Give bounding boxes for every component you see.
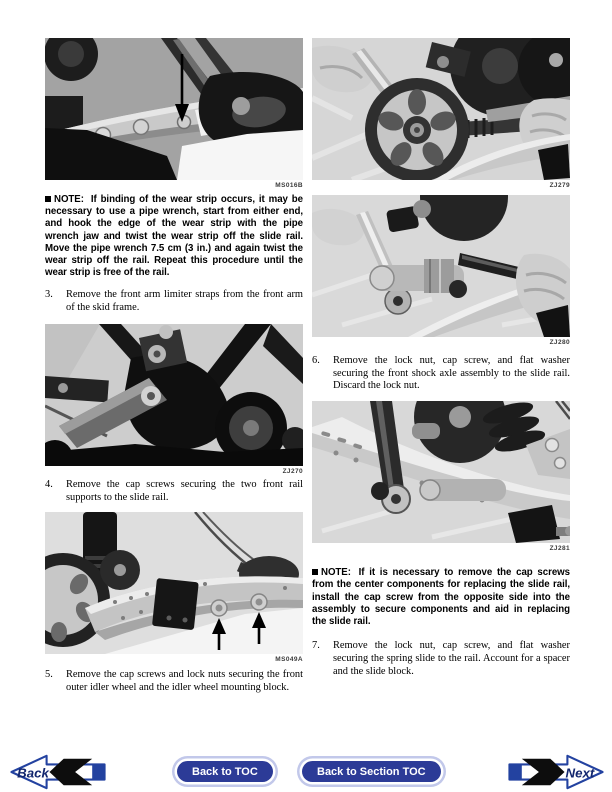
note-bullet-icon [45, 196, 51, 202]
back-to-section-toc-button[interactable]: Back to Section TOC [302, 761, 441, 782]
photo-label: MS016B [275, 182, 303, 189]
right-column [312, 38, 570, 678]
note-text: If it is necessary to remove the cap screws from the center components for replacing the slide rail, install the cap screw from the opposite side into the assembly to secure components and aid in replacing the slide rail. [312, 567, 570, 627]
step-number: 4. [45, 478, 53, 490]
photo-ms049a [45, 512, 303, 654]
note-label: NOTE: [54, 194, 84, 205]
step-7 [312, 640, 570, 678]
step-6 [312, 355, 570, 393]
step-number: 7. [312, 640, 320, 652]
next-button[interactable] [506, 753, 606, 791]
step-text: Remove the cap screws and lock nuts securing the front outer idler wheel and the idler wheel mounting block. [66, 669, 303, 693]
figure-ms016b [45, 38, 303, 190]
step-number: 5. [45, 669, 53, 681]
step-text: Remove the lock nut, cap screw, and flat washer securing the front shock axle assembly to the slide rail. Discard the lock nut. [333, 355, 570, 392]
figure-zj270 [45, 324, 303, 476]
back-button[interactable] [8, 753, 108, 791]
photo-label: ZJ270 [282, 467, 303, 475]
step-text: Remove the front arm limiter straps from the front arm of the skid frame. [66, 289, 303, 314]
note-label: NOTE: [321, 567, 351, 579]
step-5 [45, 669, 303, 694]
step-number: 6. [312, 355, 320, 366]
note-wear-strip [45, 194, 303, 279]
photo-label: ZJ280 [549, 339, 570, 346]
photo-zj280 [312, 195, 570, 337]
photo-label: MS049A [275, 656, 303, 664]
back-to-toc-button[interactable]: Back to TOC [177, 761, 273, 782]
step-text: Remove the lock nut, cap screw, and flat washer securing the spring slide to the rail. Account for a spacer and the slide block. [333, 640, 570, 677]
step-4 [45, 479, 303, 504]
note-cap-screws [312, 567, 570, 628]
photo-zj281 [312, 401, 570, 543]
figure-ms049a [45, 512, 303, 664]
figure-zj280 [312, 195, 570, 347]
note-bullet-icon [312, 569, 318, 575]
step-3 [45, 289, 303, 314]
next-label: Next [565, 765, 595, 781]
photo-ms016b [45, 38, 303, 180]
photo-zj270 [45, 324, 303, 466]
step-number: 3. [45, 289, 53, 301]
figure-zj279 [312, 38, 570, 190]
photo-zj279 [312, 38, 570, 180]
figure-zj281 [312, 401, 570, 553]
back-label: Back [17, 765, 49, 781]
step-text: Remove the cap screws securing the two front rail supports to the slide rail. [66, 478, 303, 503]
photo-label: ZJ281 [549, 545, 570, 553]
note-text: If binding of the wear strip occurs, it may be necessary to use a pipe wrench, start from either end, and hook the edge of the wear strip with the pipe wrench jaw and twist the wear strip off the slide rail. Move the pipe wrench 7.5 cm (3 in.) and again twist the wear strip off the rail. Repeat this procedure until the wear strip is free of the rail. [45, 194, 303, 279]
photo-label: ZJ279 [549, 182, 570, 189]
left-column [45, 38, 303, 695]
